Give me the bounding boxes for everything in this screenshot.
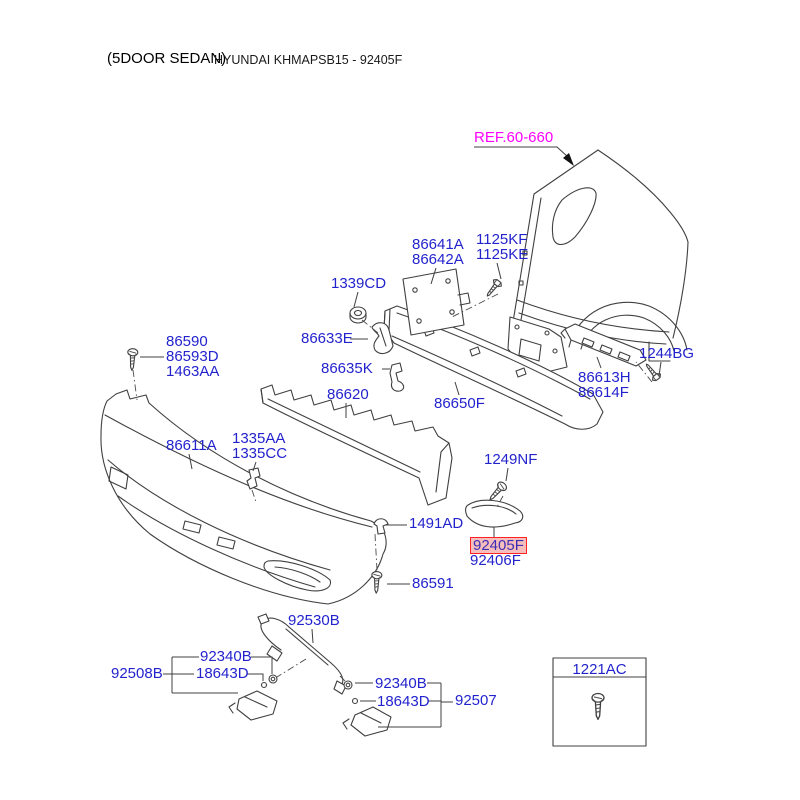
- part-label-86641A[interactable]: 86641A: [412, 236, 464, 253]
- part-label-1244BG[interactable]: 1244BG: [639, 345, 695, 362]
- part-label-1221AC[interactable]: 1221AC: [572, 661, 627, 678]
- part-label-86614F[interactable]: 86614F: [578, 384, 629, 401]
- part-label-92405F-highlighted[interactable]: 92405F: [470, 537, 527, 554]
- part-label-92507[interactable]: 92507: [455, 692, 497, 709]
- energy-absorber-drawing: [261, 385, 452, 505]
- ref-arrow-icon: [474, 147, 574, 166]
- ref-link-60-660[interactable]: REF.60-660: [474, 129, 554, 146]
- part-label-86633E[interactable]: 86633E: [301, 330, 353, 347]
- part-label-92340B-right[interactable]: 92340B: [375, 675, 427, 692]
- part-label-1463AA[interactable]: 1463AA: [166, 363, 220, 380]
- part-label-86591[interactable]: 86591: [412, 575, 454, 592]
- screw-icon: [486, 480, 508, 503]
- part-label-1335AA[interactable]: 1335AA: [232, 430, 286, 447]
- bolt-icon: [642, 361, 662, 382]
- part-label-1125KE[interactable]: 1125KE: [476, 246, 529, 263]
- part-label-86620[interactable]: 86620: [327, 386, 369, 403]
- side-mounting-rail-drawing: [561, 324, 646, 366]
- part-label-18643D-right[interactable]: 18643D: [377, 693, 430, 710]
- reflector-drawing: [466, 500, 523, 527]
- screw-icon: [127, 348, 138, 370]
- part-label-1335CC[interactable]: 1335CC: [232, 445, 288, 462]
- clip-icon: [390, 363, 404, 391]
- license-lamp-left-drawing: [229, 691, 277, 720]
- part-label-86613H[interactable]: 86613H: [578, 369, 631, 386]
- part-label-86635K[interactable]: 86635K: [321, 360, 373, 377]
- part-label-92508B[interactable]: 92508B: [111, 665, 163, 682]
- part-label-86650F[interactable]: 86650F: [434, 395, 485, 412]
- bulb-socket-left-drawing: [262, 675, 278, 688]
- license-lamp-right-drawing: [343, 707, 391, 736]
- part-label-86590[interactable]: 86590: [166, 333, 208, 350]
- part-label-1339CD[interactable]: 1339CD: [331, 275, 387, 292]
- part-label-1249NF[interactable]: 1249NF: [484, 451, 538, 468]
- part-label-18643D-left[interactable]: 18643D: [196, 665, 249, 682]
- body-variant-text: (5DOOR SEDAN): [107, 50, 227, 67]
- part-label-92340B-left[interactable]: 92340B: [200, 648, 252, 665]
- part-label-1491AD[interactable]: 1491AD: [409, 515, 464, 532]
- bulb-socket-right-drawing: [344, 681, 358, 704]
- part-label-1125KF[interactable]: 1125KF: [476, 231, 528, 248]
- screw-icon: [371, 571, 382, 593]
- part-label-92406F[interactable]: 92406F: [470, 552, 521, 569]
- part-label-92530B[interactable]: 92530B: [288, 612, 340, 629]
- license-plate-bracket-drawing: [403, 269, 470, 335]
- part-label-86611A[interactable]: 86611A: [166, 437, 217, 454]
- nut-icon: [350, 307, 366, 323]
- page-title: HYUNDAI KHMAPSB15 - 92405F: [214, 53, 403, 67]
- part-label-86642A[interactable]: 86642A: [412, 251, 464, 268]
- part-label-86593D[interactable]: 86593D: [166, 348, 219, 365]
